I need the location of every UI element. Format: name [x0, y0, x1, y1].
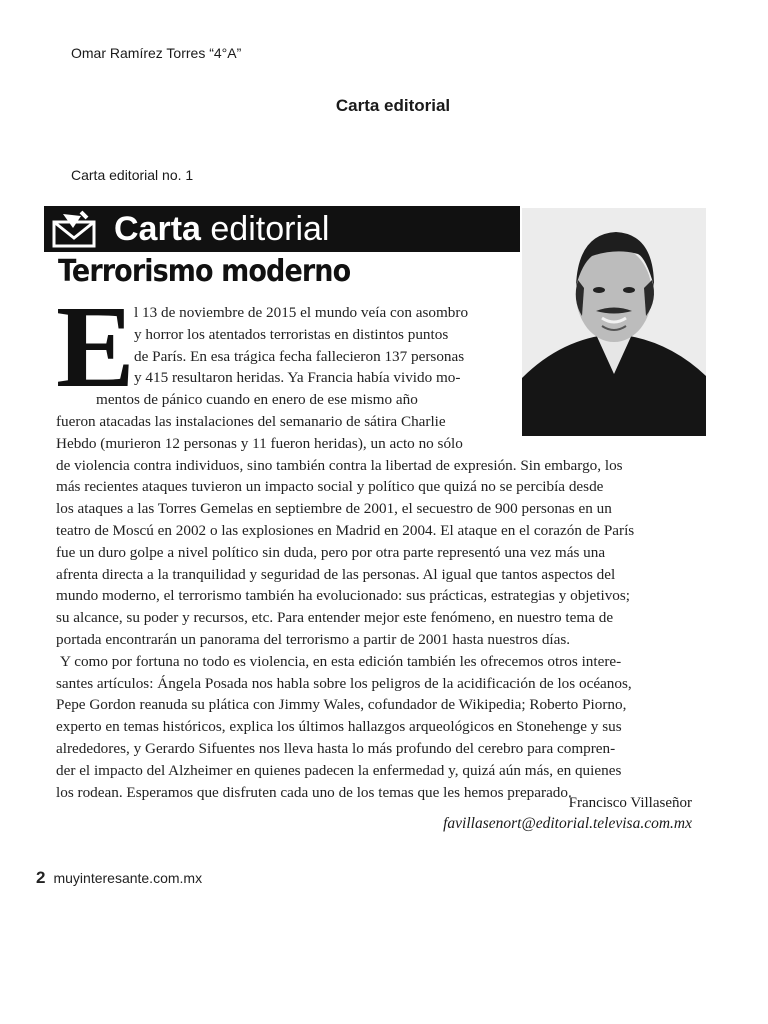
body-line: Hebdo (murieron 12 personas y 11 fueron heridas), un acto no sólo [56, 434, 463, 452]
body-line: portada encontrarán un panorama del terrorismo a partir de 2001 hasta nuestros días. [56, 630, 571, 648]
body-line: Y como por fortuna no todo es violencia, en esta edición también les ofrecemos otros intere- [60, 652, 622, 670]
signature-email[interactable]: favillasenort@editorial.televisa.com.mx [443, 815, 692, 832]
body-line: mentos de pánico cuando en enero de ese mismo año [96, 391, 418, 409]
footer-website[interactable]: muyinteresante.com.mx [53, 870, 203, 886]
header-bar [44, 206, 520, 252]
body-line: los ataques a las Torres Gemelas en septiembre de 2001, el secuestro de 900 personas en un [56, 500, 612, 518]
body-line: der el impacto del Alzheimer en quienes padecen la enfermedad y, quizá aún más, en quienes [56, 761, 622, 779]
body-line: fue un duro golpe a nivel político sin duda, pero por otra parte representó una vez más una [56, 543, 606, 561]
body-line: fueron atacadas las instalaciones del semanario de sátira Charlie [56, 412, 446, 430]
magazine-scan [44, 202, 706, 842]
body-line: alrededores, y Gerardo Sifuentes nos lleva hasta lo más profundo del cerebro para compren- [56, 739, 616, 757]
drop-cap: E [56, 281, 135, 412]
body-line: afrenta directa a la tranquilidad y seguridad de las personas. Al igual que tantos aspectos del [56, 565, 616, 583]
header-bold: Carta [114, 210, 201, 248]
body-line: experto en temas históricos, explica los últimos hallazgos arqueológicos en Stonehenge y sus [56, 718, 622, 736]
article-body [44, 302, 704, 803]
body-line: l 13 de noviembre de 2015 el mundo veía con asombro [134, 304, 469, 321]
document-subtitle: Carta editorial no. 1 [71, 167, 194, 183]
document-title: Carta editorial [335, 96, 451, 115]
header-light: editorial [210, 210, 330, 248]
document-author: Omar Ramírez Torres “4°A” [71, 45, 242, 61]
body-line: más recientes ataques tuvieron un impacto social y político que quizá no se percibía desde [56, 478, 604, 496]
page-footer [36, 868, 202, 888]
body-line: santes artículos: Ángela Posada nos habla sobre los peligros de la acidificación de los océanos, [56, 674, 632, 692]
body-line: su alcance, su poder y recursos, etc. Para entender mejor este fenómeno, en nuestro tema de [56, 609, 614, 627]
body-line: teatro de Moscú en 2002 o las explosiones en Madrid en 2004. El ataque en el corazón de París [56, 521, 635, 539]
body-line: Pepe Gordon reanuda su plática con Jimmy Wales, cofundador de Wikipedia; Roberto Piorno, [56, 696, 627, 714]
body-line: mundo moderno, el terrorismo también ha evolucionado: sus prácticas, estrategias y objetivos; [56, 587, 631, 605]
article-title: Terrorismo moderno [58, 254, 351, 289]
body-line: y horror los atentados terroristas en distintos puntos [134, 325, 449, 343]
footer-page-number: 2 [36, 868, 46, 887]
body-line: de París. En esa trágica fecha fallecieron 137 personas [134, 347, 465, 365]
envelope-pencil-icon [44, 206, 104, 252]
body-line: y 415 resultaron heridas. Ya Francia había vivido mo- [134, 369, 461, 387]
header-text [114, 212, 329, 246]
signature-name: Francisco Villaseñor [568, 795, 692, 811]
body-line: de violencia contra individuos, sino también contra la libertad de expresión. Sin embargo, los [56, 456, 623, 474]
body-line: los rodean. Esperamos que disfruten cada uno de los temas que les hemos preparado. [56, 783, 572, 801]
